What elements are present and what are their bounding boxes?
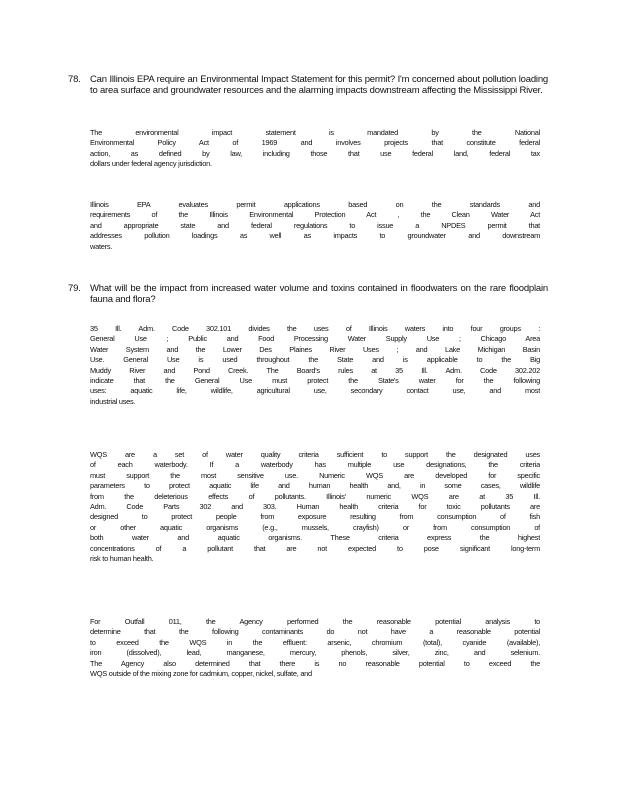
text-line: dollars under federal agency jurisdiction. (90, 159, 212, 169)
text-line: iron (dissolved), lead, manganese, mercury, phenols, silver, zinc, and selenium. (90, 648, 540, 658)
text-line: Water System and the Lower Des Plaines River Uses ; and Lake Michigan Basin (90, 344, 540, 354)
answer-79-paragraph-3 (90, 617, 540, 679)
text-line: The environmental impact statement is mandated by the National (90, 128, 540, 137)
text-line: parameters to protect aquatic life and human health and, in some cases, wildlife (90, 481, 540, 491)
text-line: industrial uses. (90, 396, 136, 406)
question-text: What will be the impact from increased water volume and toxins contained in floodwaters on the rare floodplain fauna and flora? (90, 283, 548, 305)
text-line: from the deleterious effects of pollutants. Illinois' numeric WQS are at 35 Ill. (90, 491, 540, 501)
question-number: 78. (68, 74, 81, 85)
text-line: WQS outside of the mixing zone for cadmium, copper, nickel, sulfate, and (90, 668, 312, 678)
text-line: General Use ; Public and Food Processing Water Supply Use ; Chicago Area (90, 334, 540, 344)
question-79 (68, 283, 548, 305)
text-line: Environmental Policy Act of 1969 and involves projects that constitute federal (90, 138, 540, 148)
answer-78-paragraph-2 (90, 200, 540, 252)
text-line: concentrations of a pollutant that are not expected to pose significant long-term (90, 543, 540, 553)
text-line: designed to protect people from exposure resulting from consumption of fish (90, 512, 540, 522)
answer-79-paragraph-1 (90, 324, 540, 407)
answer-79-paragraph-2 (90, 450, 540, 564)
text-line: action, as defined by law, including those that use federal land, federal tax (90, 148, 540, 158)
text-line: Illinois EPA evaluates permit applications based on the standards and (90, 200, 540, 209)
text-line: 35 Ill. Adm. Code 302.101 divides the uses of Illinois waters into four groups : (90, 324, 540, 333)
text-line: both water and aquatic organisms. These criteria express the highest (90, 533, 540, 543)
text-line: WQS are a set of water quality criteria sufficient to support the designated uses (90, 450, 540, 459)
question-78 (68, 74, 548, 96)
text-line: addresses pollution loadings as well as impacts to groundwater and downstream (90, 231, 540, 241)
text-line: waters. (90, 241, 113, 251)
text-line: and appropriate state and federal regulations to issue a NPDES permit that (90, 220, 540, 230)
text-line: risk to human health. (90, 553, 154, 563)
text-line: must support the most sensitive use. Numeric WQS are developed for specific (90, 470, 540, 480)
text-line: Adm. Code Parts 302 and 303. Human health criteria for toxic pollutants are (90, 501, 540, 511)
text-line: or other aquatic organisms (e.g., mussels, crayfish) or from consumption of (90, 522, 540, 532)
text-line: uses: aquatic life, wildlife, agricultural use, secondary contact use, and most (90, 386, 540, 396)
text-line: requirements of the Illinois Environmental Protection Act , the Clean Water Act (90, 210, 540, 220)
answer-78-paragraph-1 (90, 128, 540, 170)
question-text: Can Illinois EPA require an Environmental Impact Statement for this permit? I'm concerned about pollution loading to area surface and groundwater resources and the alarming impacts downstream affecting the Mississippi River. (90, 74, 548, 96)
question-number: 79. (68, 283, 81, 294)
text-line: For Outfall 011, the Agency performed the reasonable potential analysis to (90, 617, 540, 626)
text-line: The Agency also determined that there is no reasonable potential to exceed the (90, 658, 540, 668)
text-line: Muddy River and Pond Creek. The Board's rules at 35 Ill. Adm. Code 302.202 (90, 365, 540, 375)
text-line: of each waterbody. If a waterbody has multiple use designations, the criteria (90, 460, 540, 470)
text-line: indicate that the General Use must protect the State's water for the following (90, 375, 540, 385)
text-line: determine that the following contaminants do not have a reasonable potential (90, 627, 540, 637)
text-line: Use. General Use is used throughout the State and is applicable to the Big (90, 355, 540, 365)
text-line: to exceed the WQS in the effluent: arsenic, chromium (total), cyanide (available), (90, 637, 540, 647)
